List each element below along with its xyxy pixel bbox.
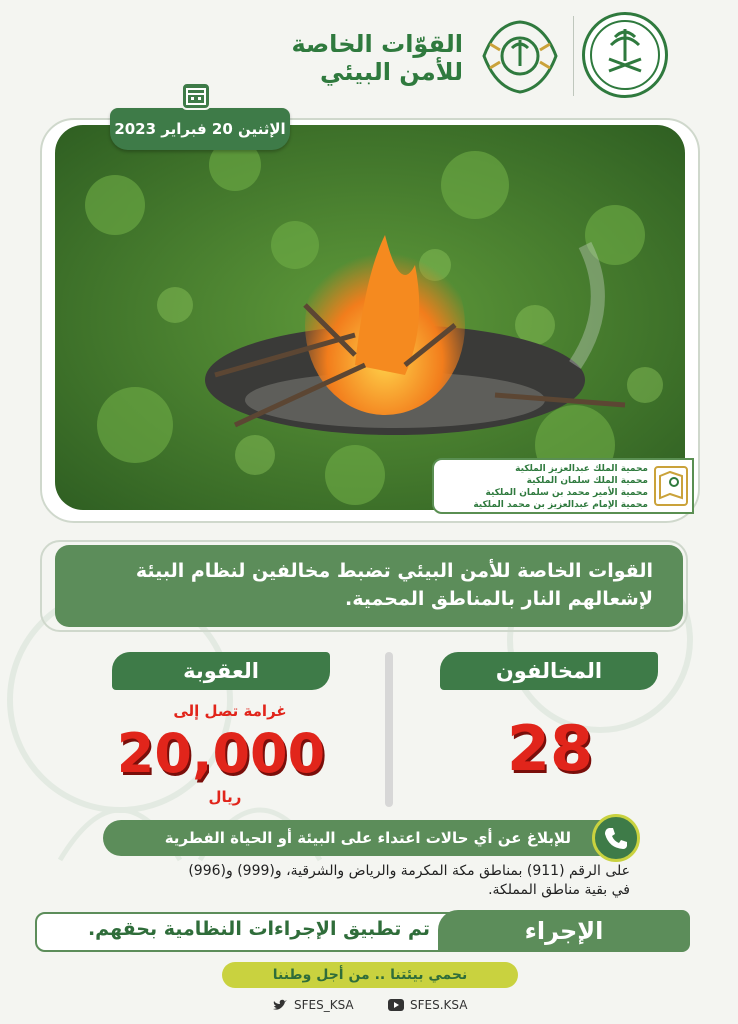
- report-text: [100, 862, 630, 900]
- fire-photo: [55, 125, 685, 510]
- reserves-box: [432, 458, 694, 514]
- penalty-prefix: غرامة تصل إلى: [173, 702, 287, 720]
- sfes-emblem-icon: [476, 14, 564, 98]
- reserve-map-icon: [654, 466, 688, 506]
- penalty-currency: ريال: [208, 788, 242, 806]
- report-title: للإبلاغ عن أي حالات اعتداء على البيئة أو الحياة الفطرية: [164, 829, 571, 847]
- action-text: تم تطبيق الإجراءات النظامية بحقهم.: [87, 918, 430, 940]
- header-divider: [573, 16, 574, 96]
- youtube-text: SFES.KSA: [410, 998, 468, 1012]
- youtube-icon: [388, 999, 404, 1011]
- report-line: في بقية مناطق المملكة.: [488, 882, 630, 898]
- report-line: على الرقم (911) بمناطق مكة المكرمة والرياض والشرقية، و(999) و(996): [188, 863, 630, 879]
- reserve-item: محمية الملك عبدالعزيز الملكية: [515, 464, 648, 474]
- reserve-item: محمية الأمير محمد بن سلمان الملكية: [485, 488, 648, 498]
- twitter-text: SFES_KSA: [294, 998, 354, 1012]
- action-label: الإجراء: [438, 910, 690, 952]
- header: [68, 8, 668, 108]
- violators-label: المخالفون: [440, 652, 658, 690]
- reserves-list: [438, 463, 648, 511]
- saudi-emblem-icon: [582, 12, 668, 98]
- agency-title: القوّات الخاصة للأمن البيئي: [291, 30, 463, 86]
- headline: القوات الخاصة للأمن البيئي تضبط مخالفين لنظام البيئة لإشعالهم النار بالمناطق المحمية.: [55, 545, 683, 627]
- phone-icon[interactable]: [592, 814, 640, 862]
- date-text: الإثنين 20 فبراير 2023: [114, 120, 286, 138]
- violators-count: 28: [506, 712, 594, 785]
- slogan: نحمي بيئتنا .. من أجل وطننا: [222, 962, 518, 988]
- reserve-item: محمية الإمام عبدالعزيز بن محمد الملكية: [473, 500, 648, 510]
- youtube-handle[interactable]: [388, 998, 467, 1012]
- penalty-label: العقوبة: [112, 652, 330, 690]
- calendar-icon: [181, 82, 211, 110]
- twitter-icon: [272, 999, 288, 1011]
- date-tab: [110, 108, 290, 150]
- penalty-amount: 20,000: [116, 722, 326, 785]
- report-bar: [103, 820, 623, 856]
- reserve-item: محمية الملك سلمان الملكية: [526, 476, 648, 486]
- stats-divider: [385, 652, 393, 807]
- twitter-handle[interactable]: [272, 998, 354, 1012]
